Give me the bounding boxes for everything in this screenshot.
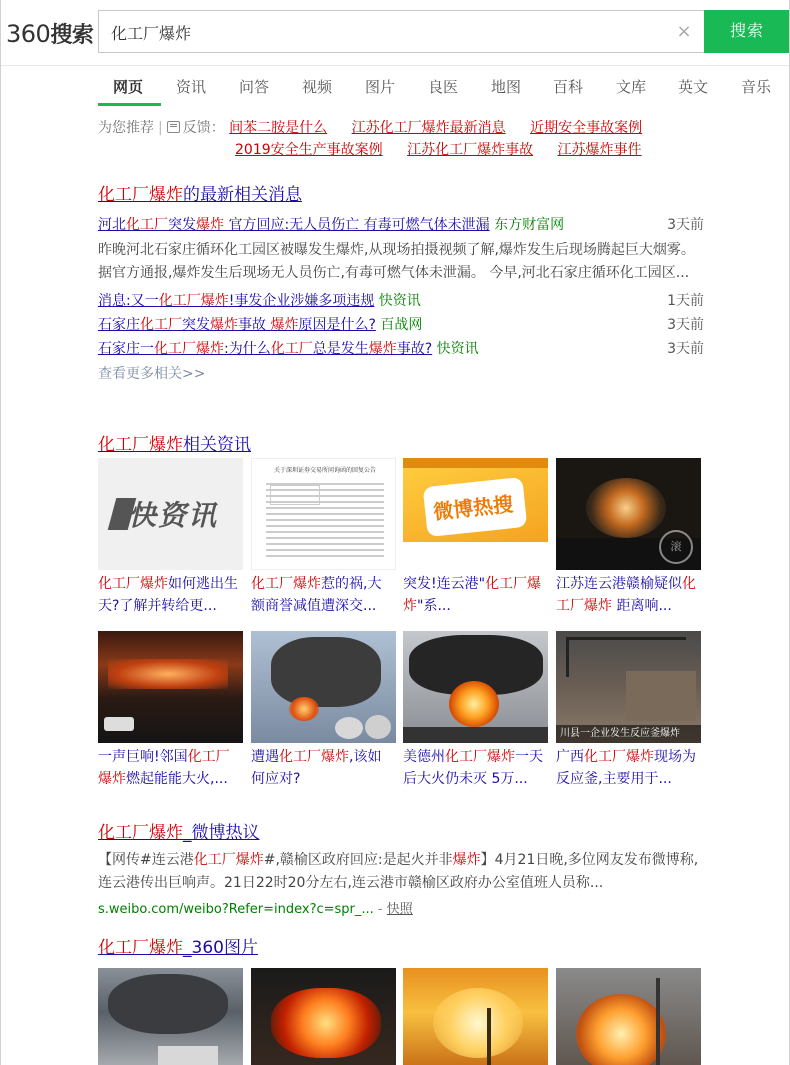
weibo-result-title[interactable]: 化工厂爆炸_微博热议 xyxy=(98,823,260,843)
tab-news[interactable]: 资讯 xyxy=(176,78,207,96)
image-result-title[interactable]: 化工厂爆炸_360图片 xyxy=(98,938,258,958)
info-card-caption[interactable]: 化工厂爆炸如何逃出生 天?了解并转给更... xyxy=(98,576,238,614)
info-card-caption[interactable]: 一声巨响!邻国化工厂 爆炸燃起能能大火,... xyxy=(98,749,230,787)
logo[interactable] xyxy=(6,18,93,49)
tab-qa[interactable]: 问答 xyxy=(239,78,270,96)
tab-baike[interactable]: 百科 xyxy=(553,78,584,96)
thumbnail-doc-title: 关于深圳证券交易所问询函的回复公告 xyxy=(273,467,376,474)
thumbnail-image[interactable] xyxy=(556,458,701,570)
news-item xyxy=(98,313,704,337)
result-image[interactable] xyxy=(251,968,396,1065)
tab-images[interactable]: 图片 xyxy=(365,78,396,96)
tab-music[interactable]: 音乐 xyxy=(741,78,772,96)
info-card-caption[interactable]: 化工厂爆炸惹的祸,大 额商誉减值遭深交... xyxy=(251,576,382,614)
thumbnail-overlay-text: 川县一企业发生反应釜爆炸 xyxy=(556,725,701,743)
info-card-caption[interactable]: 美德州化工厂爆炸一天 后大火仍未灭 5万... xyxy=(403,749,543,787)
thumbnail-logo-text: 快资讯 xyxy=(128,499,219,532)
weibo-description: 【网传#连云港化工厂爆炸#,赣榆区政府回应:是起火并非爆炸】4月21日晚,多位网友发布微博称,连云港传出巨响声。21日22时20分左右,连云港市赣榆区政府办公室值班人员称... xyxy=(98,852,699,891)
info-card[interactable] xyxy=(556,458,701,617)
info-card[interactable] xyxy=(403,631,548,790)
thumbnail-image[interactable] xyxy=(98,458,243,570)
result-image[interactable] xyxy=(98,968,243,1065)
more-news-link[interactable]: 查看更多相关>> xyxy=(98,366,206,382)
feedback-icon[interactable] xyxy=(167,121,180,133)
weibo-url: s.weibo.com/weibo?Refer=index?c=spr_... - 快照 xyxy=(98,902,413,917)
news-item-link[interactable]: 河北化工厂突发爆炸 官方回应:无人员伤亡 有毒可燃气体未泄漏 xyxy=(98,217,490,233)
recommend-bar xyxy=(98,117,738,161)
snapshot-link[interactable]: 快照 xyxy=(386,902,413,917)
recommend-label: 为您推荐 xyxy=(98,120,154,136)
news-source: 东方财富网 xyxy=(494,217,565,233)
tab-wenku[interactable]: 文库 xyxy=(616,78,647,96)
thumbnail-image[interactable] xyxy=(403,458,548,570)
thumbnail-image[interactable] xyxy=(98,631,243,743)
weibo-result xyxy=(98,818,704,917)
tab-map[interactable]: 地图 xyxy=(491,78,522,96)
info-card[interactable] xyxy=(98,631,243,790)
recommend-link[interactable]: 间苯二胺是什么 xyxy=(229,120,328,136)
info-card-caption[interactable]: 江苏连云港赣榆疑似化 工厂爆炸 距离响... xyxy=(556,576,696,614)
news-item-link[interactable]: 石家庄化工厂突发爆炸事故 爆炸原因是什么? xyxy=(98,317,376,333)
thumbnail-image[interactable] xyxy=(251,631,396,743)
recommend-link[interactable]: 江苏化工厂爆炸事故 xyxy=(407,142,534,158)
active-tab-indicator xyxy=(98,103,161,106)
info-result-title[interactable]: 化工厂爆炸相关资讯 xyxy=(98,435,251,455)
news-item-top xyxy=(98,213,704,237)
news-time: 3天前 xyxy=(667,217,704,233)
recommend-separator: | xyxy=(158,120,163,136)
thumbnail-image[interactable] xyxy=(403,631,548,743)
info-card[interactable] xyxy=(403,458,548,617)
info-card-caption[interactable]: 遭遇化工厂爆炸,该如 何应对? xyxy=(251,749,382,787)
logo-number: 360 xyxy=(6,20,51,48)
thumbnail-badge: 滚 xyxy=(659,530,693,564)
news-item-link[interactable]: 消息:又一化工厂爆炸!事发企业涉嫌多项违规 xyxy=(98,293,375,309)
recommend-link[interactable]: 近期安全事故案例 xyxy=(530,120,643,136)
result-image[interactable] xyxy=(556,968,701,1065)
news-result-title[interactable]: 化工厂爆炸的最新相关消息 xyxy=(98,185,302,205)
news-source: 快资讯 xyxy=(378,293,421,309)
tab-doctor[interactable]: 良医 xyxy=(428,78,459,96)
logo-text: 搜索 xyxy=(50,23,94,48)
info-card-caption[interactable]: 广西化工厂爆炸现场为 反应釜,主要用于... xyxy=(556,749,696,787)
search-button[interactable]: 搜索 xyxy=(704,10,790,53)
news-source: 快资讯 xyxy=(436,341,479,357)
search-box xyxy=(98,10,704,53)
news-time: 1天前 xyxy=(667,293,704,309)
search-tabs xyxy=(0,66,790,108)
news-item xyxy=(98,289,704,313)
thumbnail-image[interactable] xyxy=(251,458,396,570)
recommend-link[interactable]: 2019安全生产事故案例 xyxy=(235,142,383,158)
feedback-link[interactable]: 反馈： xyxy=(182,120,225,136)
news-item-link[interactable]: 石家庄一化工厂爆炸:为什么化工厂总是发生爆炸事故? xyxy=(98,341,433,357)
image-result xyxy=(98,933,704,1065)
info-card[interactable] xyxy=(251,458,396,617)
info-card[interactable] xyxy=(251,631,396,790)
thumbnail-weibo-text: 微博热搜 xyxy=(432,491,515,525)
info-card[interactable] xyxy=(98,458,243,617)
recommend-link[interactable]: 江苏爆炸事件 xyxy=(557,142,642,158)
recommend-link[interactable]: 江苏化工厂爆炸最新消息 xyxy=(351,120,506,136)
search-input[interactable] xyxy=(111,20,671,44)
news-time: 3天前 xyxy=(667,341,704,357)
tab-video[interactable]: 视频 xyxy=(302,78,333,96)
clear-icon[interactable]: × xyxy=(676,21,692,42)
tab-english[interactable]: 英文 xyxy=(678,78,709,96)
news-item xyxy=(98,337,704,361)
tab-web[interactable]: 网页 xyxy=(113,78,144,96)
news-description: 昨晚河北石家庄循环化工园区被曝发生爆炸,从现场拍摄视频了解,爆炸发生后现场腾起巨大烟雾。据官方通报,爆炸发生后现场无人员伤亡,有毒可燃气体未泄漏。 今早,河北石家庄循环化工园区... xyxy=(98,242,695,281)
top-search-bar xyxy=(0,0,790,66)
thumbnail-image[interactable] xyxy=(556,631,701,743)
result-image[interactable] xyxy=(403,968,548,1065)
image-row xyxy=(98,968,704,1065)
info-card[interactable] xyxy=(556,631,701,790)
info-card-caption[interactable]: 突发!连云港"化工厂爆 炸"系... xyxy=(403,576,542,614)
news-source: 百战网 xyxy=(380,317,423,333)
news-result xyxy=(98,180,704,383)
news-time: 3天前 xyxy=(667,317,704,333)
